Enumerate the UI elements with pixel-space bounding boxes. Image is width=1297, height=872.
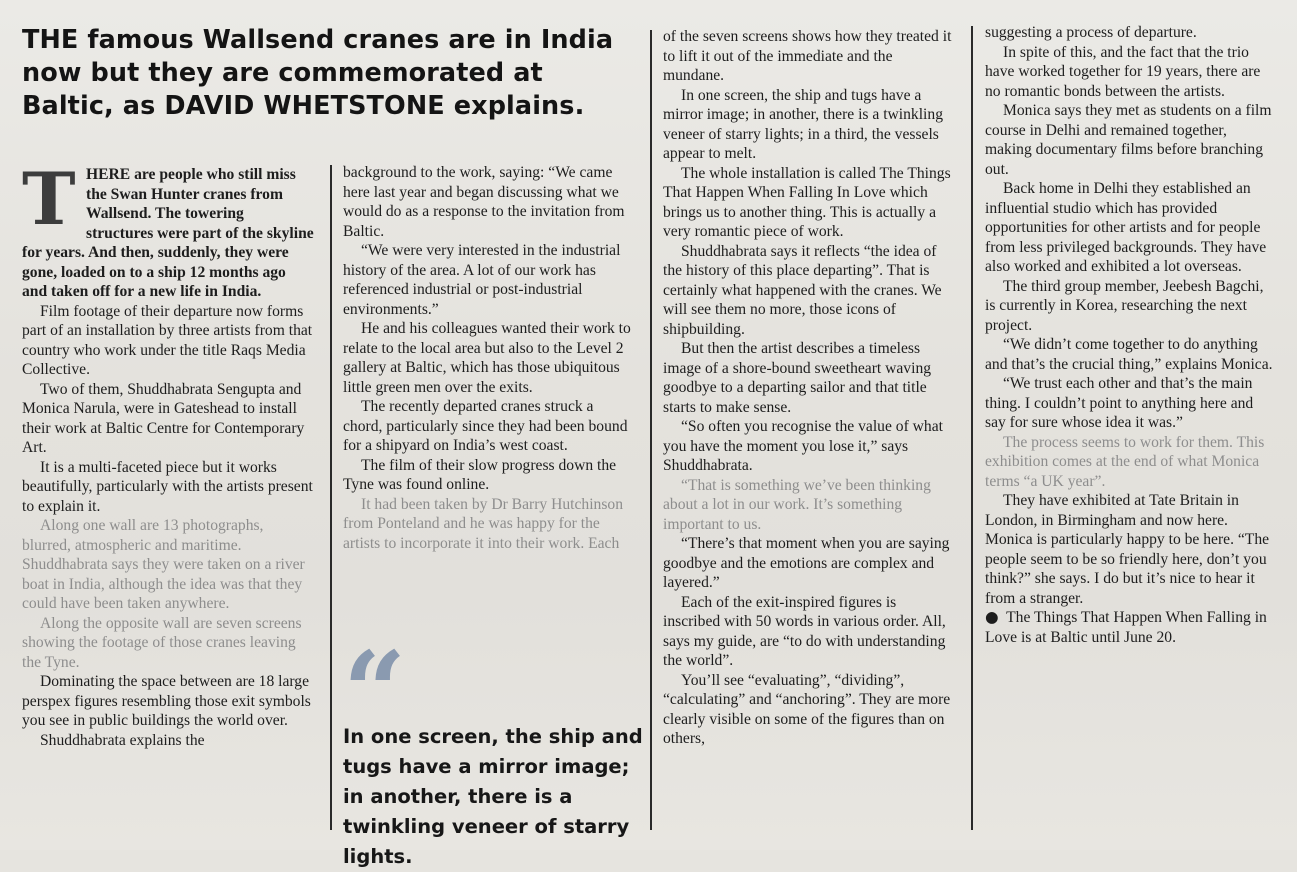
drop-cap: T	[22, 156, 76, 241]
article-paragraph: “There’s that moment when you are saying goodbye and the emotions are complex and layered.”	[663, 535, 950, 591]
article-paragraph: Film footage of their departure now forms part of an installation by three artists from that country who work under the title Raqs Media Collective.	[22, 302, 313, 378]
article-paragraph: It is a multi-faceted piece but it works beautifully, particularly with the artists present to explain it.	[22, 458, 313, 515]
article-paragraph: The process seems to work for them. This exhibition comes at the end of what Monica terms “a UK year”.	[985, 433, 1265, 490]
article-headline: THE famous Wallsend cranes are in India now but they are commemorated at Baltic, as DAVID WHETSTONE explains.	[22, 25, 614, 121]
article-paragraph: But then the artist describes a timeless image of a shore-bound sweetheart waving goodbye to a departing sailor and that title starts to make sense.	[663, 340, 932, 416]
article-paragraph: HERE are people who still miss the Swan Hunter cranes from Wallsend. The towering structures were part of the skyline for years. And then, suddenly, they were gone, loaded on to a ship 12 months ago and taken off for a new life in India.	[22, 166, 314, 300]
pull-quote-text: In one screen, the ship and tugs have a mirror image; in another, there is a twinkling veneer of starry lights.	[343, 725, 643, 868]
article-paragraph: Shuddhabrata says it reflects “the idea of the history of this place departing”. That is certainly what happened with the cranes. We will see them no more, those icons of shipbuilding.	[663, 242, 942, 338]
event-footer-text: The Things That Happen When Falling in Love is at Baltic until June 20.	[985, 609, 1267, 646]
article-paragraph: Along one wall are 13 photographs, blurred, atmospheric and maritime. Shuddhabrata says they were taken on a river boat in India, although the idea was that they could have been taken anywhere.	[22, 517, 305, 612]
article-paragraph: “We didn’t come together to do anything and that’s the crucial thing,” explains Monica.	[985, 336, 1273, 373]
article-paragraph: Monica says they met as students on a film course in Delhi and remained together, making documentary films before branching out.	[985, 102, 1272, 178]
article-paragraph: Back home in Delhi they established an influential studio which has provided opportunities for other artists and for people from less privileged backgrounds. They have also worked and exhibited a lot overseas.	[985, 180, 1267, 275]
pull-quote	[343, 627, 643, 872]
column-divider	[971, 26, 973, 830]
quote-mark-icon: “	[343, 627, 401, 756]
article-column-4	[985, 23, 1277, 647]
article-column-2	[343, 163, 635, 553]
article-paragraph: Dominating the space between are 18 large perspex figures resembling those exit symbols you see in public buildings the world over.	[22, 673, 311, 729]
article-paragraph: suggesting a process of departure.	[985, 24, 1197, 41]
article-paragraph: “That is something we’ve been thinking about a lot in our work. It’s something important to us.	[663, 476, 931, 533]
article-paragraph: You’ll see “evaluating”, “dividing”, “calculating” and “anchoring”. They are more clearly visible on some of the figures than on others,	[663, 671, 951, 747]
article-paragraph: In spite of this, and the fact that the trio have worked together for 19 years, there are no romantic bonds between the artists.	[985, 43, 1261, 100]
article-paragraph: The third group member, Jeebesh Bagchi, is currently in Korea, researching the next project.	[985, 277, 1264, 334]
article-paragraph: They have exhibited at Tate Britain in London, in Birmingham and now here. Monica is particularly happy to be here. “The people seem to be so friendly here, don’t you think?” she says. I do but it’s nice to hear it from a stranger.	[985, 492, 1270, 607]
article-paragraph: “We trust each other and that’s the main thing. I couldn’t point to anything here and say for sure whose idea it was.”	[985, 375, 1254, 431]
article-paragraph: It had been taken by Dr Barry Hutchinson from Ponteland and he was happy for the artists to incorporate it into their work. Each	[343, 495, 623, 552]
article-paragraph: Two of them, Shuddhabrata Sengupta and Monica Narula, were in Gateshead to install their work at Baltic Centre for Contemporary Art.	[22, 380, 305, 456]
article-paragraph: He and his colleagues wanted their work to relate to the local area but also to the Level 2 gallery at Baltic, which has those ubiquitous little green men over the exits.	[343, 320, 631, 396]
article-paragraph: Shuddhabrata explains the	[40, 731, 205, 749]
article-paragraph: “We were very interested in the industrial history of the area. A lot of our work has referenced industrial or post-industrial environments.”	[343, 242, 621, 318]
article-column-3	[663, 27, 955, 749]
article-paragraph: background to the work, saying: “We came here last year and began discussing what we would do as a response to the invitation from Baltic.	[343, 164, 625, 240]
article-paragraph: The whole installation is called The Things That Happen When Falling In Love which brings us to another thing. This is actually a very romantic piece of work.	[663, 164, 951, 240]
article-paragraph: In one screen, the ship and tugs have a mirror image; in another, there is a twinkling veneer of starry lights; in a third, the vessels appear to melt.	[663, 86, 943, 162]
article-paragraph: Each of the exit-inspired figures is inscribed with 50 words in various order. All, says my guide, are “to do with understanding the world”.	[663, 593, 946, 669]
article-column-1	[22, 156, 314, 750]
article-paragraph: The film of their slow progress down the Tyne was found online.	[343, 456, 617, 493]
article-paragraph: of the seven screens shows how they treated it to lift it out of the immediate and the mundane.	[663, 28, 952, 84]
bullet-icon: ●	[985, 608, 999, 626]
event-footer	[985, 608, 1277, 647]
column-divider	[330, 165, 332, 830]
article-paragraph: “So often you recognise the value of what you have the moment you lose it,” says Shuddhabrata.	[663, 418, 943, 474]
article-paragraph: Along the opposite wall are seven screens showing the footage of those cranes leaving the Tyne.	[22, 614, 302, 671]
article-paragraph: The recently departed cranes struck a chord, particularly since they had been bound for a shipyard on India’s west coast.	[343, 398, 628, 454]
column-divider	[650, 30, 652, 830]
